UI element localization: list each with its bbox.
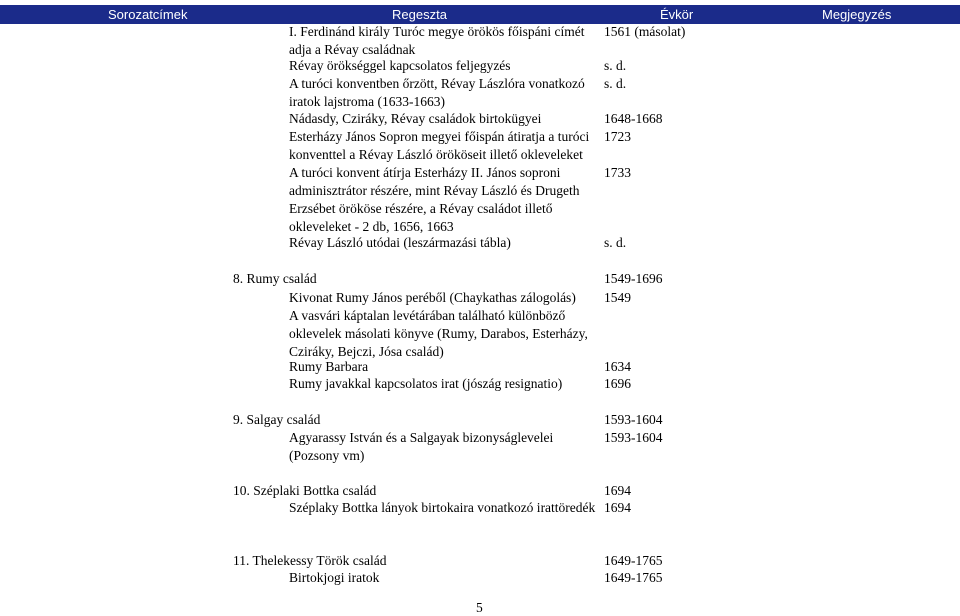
entry-text — [289, 164, 580, 236]
entry-date: s. d. — [604, 58, 627, 73]
entry-line: Kivonat Rumy János peréből (Chaykathas zálogolás) — [289, 290, 576, 305]
entry-line: Rumy javakkal kapcsolatos irat (jószág resignatio) — [289, 376, 563, 391]
header-remarks: Megjegyzés — [822, 7, 892, 22]
entry-line: I. Ferdinánd király Turóc megye örökös főispáni címét — [289, 24, 585, 39]
entry-date: 1634 — [604, 359, 631, 374]
entry-text — [289, 234, 511, 252]
family-heading: 10. Széplaki Bottka család — [233, 483, 377, 498]
family-date: 1649-1765 — [604, 553, 663, 568]
entry-date: 1549 — [604, 290, 631, 305]
entry-date: 1696 — [604, 376, 631, 391]
entry-text — [289, 307, 588, 361]
entry-line: adminisztrátor részére, mint Révay László és Drugeth — [289, 183, 580, 198]
entry-line: Cziráky, Bejczi, Jósa család) — [289, 344, 444, 359]
entry-line: Birtokjogi iratok — [289, 570, 380, 585]
entry-date: s. d. — [604, 76, 627, 91]
entry-line: Agyarassy István és a Salgayak bizonyságlevelei — [289, 430, 554, 445]
entry-line: okleveleket - 2 db, 1656, 1663 — [289, 219, 454, 234]
entry-line: (Pozsony vm) — [289, 448, 365, 463]
entry-line: Esterházy János Sopron megyei főispán átiratja a turóci — [289, 129, 590, 144]
entry-text — [289, 23, 584, 59]
entry-line: A vasvári káptalan levétárában található különböző — [289, 308, 566, 323]
header-abstract: Regeszta — [392, 7, 447, 22]
entry-date: 1649-1765 — [604, 570, 663, 585]
family-date: 1694 — [604, 483, 631, 498]
family-date: 1593-1604 — [604, 412, 663, 427]
entry-line: Révay örökséggel kapcsolatos feljegyzés — [289, 58, 511, 73]
entry-text — [289, 110, 541, 128]
entry-line: Rumy Barbara — [289, 359, 369, 374]
entry-line: Széplaky Bottka lányok birtokaira vonatkozó irattöredék — [289, 500, 596, 515]
entry-text — [289, 75, 585, 111]
entry-text — [289, 569, 379, 587]
entry-date: 1648-1668 — [604, 111, 663, 126]
header-date-range: Évkör — [660, 7, 694, 22]
column-header-bar — [0, 5, 960, 24]
entry-date: 1733 — [604, 165, 631, 180]
entry-text — [289, 375, 562, 393]
page-number: 5 — [476, 600, 483, 615]
entry-line: Nádasdy, Cziráky, Révay családok birtokügyei — [289, 111, 542, 126]
entry-text — [289, 499, 595, 517]
entry-date: s. d. — [604, 235, 627, 250]
entry-text — [289, 128, 589, 164]
entry-date: 1694 — [604, 500, 631, 515]
entry-line: konventtel a Révay László örököseit illető okleveleket — [289, 147, 583, 162]
entry-line: adja a Révay családnak — [289, 42, 416, 57]
entry-line: oklevelek másolati könyve (Rumy, Darabos, Esterházy, — [289, 326, 588, 341]
entry-text — [289, 429, 553, 465]
entry-line: iratok lajstroma (1633-1663) — [289, 94, 445, 109]
entry-date: 1561 (másolat) — [604, 24, 686, 39]
header-series-titles: Sorozatcímek — [108, 7, 188, 22]
family-heading: 8. Rumy család — [233, 271, 317, 286]
entry-line: A turóci konvent átírja Esterházy II. János soproni — [289, 165, 561, 180]
entry-text — [289, 57, 511, 75]
entry-date: 1723 — [604, 129, 631, 144]
family-date: 1549-1696 — [604, 271, 663, 286]
entry-text — [289, 358, 368, 376]
entry-line: A turóci konventben őrzött, Révay Lászlóra vonatkozó — [289, 76, 585, 91]
family-heading: 11. Thelekessy Török család — [233, 553, 387, 568]
family-heading: 9. Salgay család — [233, 412, 321, 427]
entry-line: Erzsébet örököse részére, a Révay családot illető — [289, 201, 553, 216]
entry-text — [289, 289, 576, 307]
entry-date: 1593-1604 — [604, 430, 663, 445]
entry-line: Révay László utódai (leszármazási tábla) — [289, 235, 511, 250]
